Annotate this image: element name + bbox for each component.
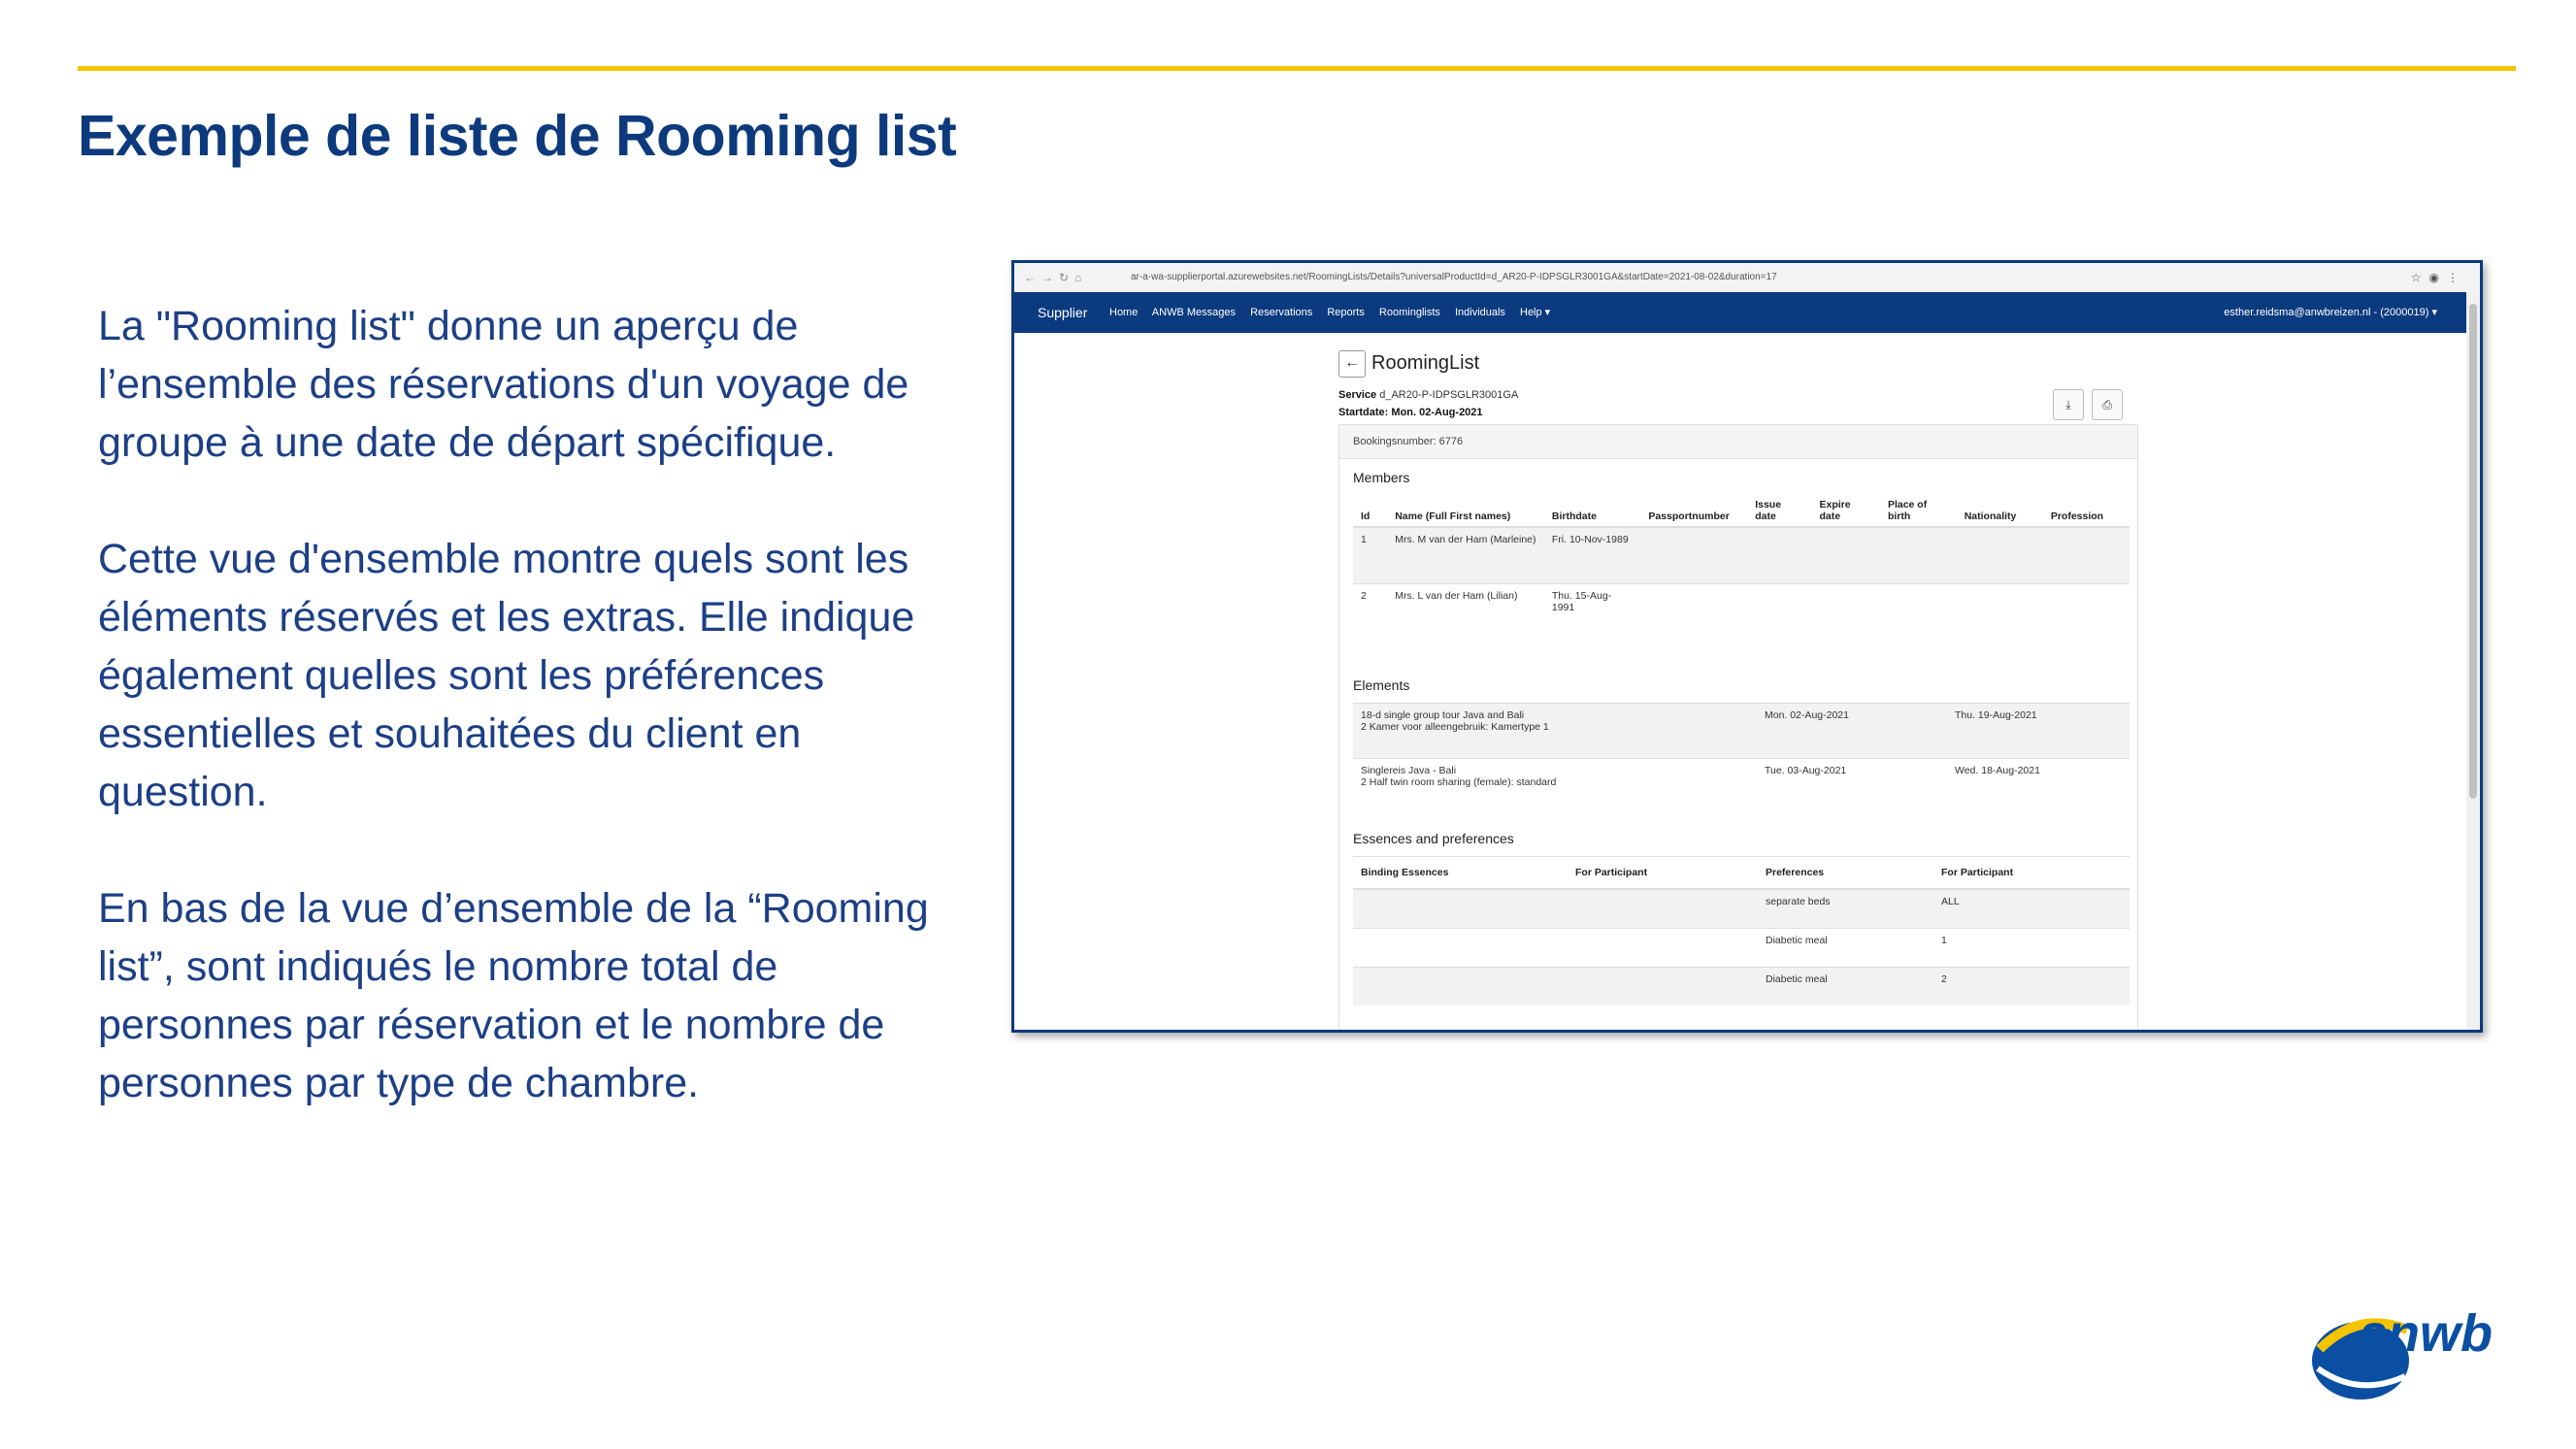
booking-card [1338,424,2138,1033]
browser-nav-icons: ←→↻⌂ [1024,271,1088,284]
table-row [1353,889,2130,929]
paragraph-3: En bas de la vue d’ensemble de la “Rooming list”, sont indiqués le nombre total de personnes par réservation et le nombre de personnes par type de chambre. [98,885,929,1106]
ess-participant [1568,968,1758,1006]
element-start: Tue. 03-Aug-2021 [1757,759,1947,814]
navbar-user: esther.reidsma@anwbreizen.nl - (2000019) ▾ [2224,307,2437,318]
member-profession [2043,584,2130,641]
element-room: 2 Kamer voor alleengebruik: Kamertype 1 [1361,721,1549,733]
element-name: Singlereis Java - Bali [1361,765,1457,776]
startdate-value: Mon. 02-Aug-2021 [1391,407,1483,418]
member-birthdate: Thu. 15-Aug-1991 [1544,584,1640,641]
members-col-birthdate: Birthdate [1544,495,1640,527]
member-name: Mrs. L van der Ham (Lilian) [1387,584,1544,641]
members-col-issue: Issue date [1747,495,1811,527]
member-expire [1812,584,1880,641]
member-expire [1812,527,1880,584]
member-id: 2 [1353,584,1387,641]
element-room: 2 Half twin room sharing (female): standard [1361,776,1557,788]
member-nationality [1957,527,2043,584]
nav-roominglists: Roominglists [1378,307,1440,318]
members-table [1353,495,2130,640]
ess-pref-participant: 1 [1933,929,2130,968]
table-row [1353,584,2130,641]
print-icon: ⎙ [2092,389,2123,420]
member-profession [2043,527,2130,584]
page-scrollbar [2466,292,2480,1030]
ess-binding [1353,889,1568,929]
download-icon: ⤓ [2053,389,2084,420]
ess-participant [1568,929,1758,968]
ess-col-participant: For Participant [1568,857,1758,890]
nav-anwb-messages: ANWB Messages [1151,307,1236,318]
member-nationality [1957,584,2043,641]
nav-help: Help ▾ [1520,307,1551,318]
essences-table [1353,856,2130,1005]
table-row [1353,759,2130,814]
ess-preference: separate beds [1758,889,1933,929]
member-place [1880,584,1957,641]
navbar-brand: Supplier [1038,305,1088,320]
member-passport [1640,527,1747,584]
nav-reservations: Reservations [1250,307,1313,318]
nav-reports: Reports [1327,307,1365,318]
ess-pref-participant: ALL [1933,889,2130,929]
member-place [1880,527,1957,584]
element-description [1353,704,1757,759]
startdate-line [1338,407,1483,418]
rooming-list-screenshot [1011,260,2483,1033]
member-name: Mrs. M van der Ham (Marleine) [1387,527,1544,584]
back-arrow-icon: ← [1338,350,1366,378]
members-heading: Members [1353,470,1410,485]
ess-col-preferences: Preferences [1758,857,1933,890]
member-birthdate: Fri. 10-Nov-1989 [1544,527,1640,584]
bookings-number: Bookingsnumber: 6776 [1339,425,2137,459]
ess-col-pref-participant: For Participant [1933,857,2130,890]
ess-binding [1353,968,1568,1006]
members-col-nationality: Nationality [1957,495,2043,527]
essences-heading: Essences and preferences [1353,831,1514,846]
slide-body [98,297,933,1170]
table-row [1353,929,2130,968]
ess-preference: Diabetic meal [1758,968,1933,1006]
ess-pref-participant: 2 [1933,968,2130,1006]
browser-address-bar [1014,263,2480,293]
navbar-links [1109,292,1562,333]
paragraph-2: Cette vue d'ensemble montre quels sont les éléments réservés et les extras. Elle indique également quelles sont les préférences essentielles et souhaitées du client en question. [98,536,915,815]
members-col-profession: Profession [2043,495,2130,527]
element-end: Wed. 18-Aug-2021 [1947,759,2130,814]
element-start: Mon. 02-Aug-2021 [1757,704,1947,759]
ess-preference: Diabetic meal [1758,929,1933,968]
supplier-navbar [1014,292,2466,333]
table-row [1353,527,2130,584]
element-name: 18-d single group tour Java and Bali [1361,709,1525,721]
element-description [1353,759,1757,814]
element-end: Thu. 19-Aug-2021 [1947,704,2130,759]
scrollbar-thumb [2469,304,2477,799]
elements-table [1353,703,2130,813]
service-value: d_AR20-P-IDPSGLR3001GA [1379,389,1519,401]
member-issue [1747,527,1811,584]
members-col-id: Id [1353,495,1387,527]
member-id: 1 [1353,527,1387,584]
table-row [1353,704,2130,759]
ess-binding [1353,929,1568,968]
table-row [1353,968,2130,1006]
anwb-logo [2300,1291,2533,1407]
nav-home: Home [1109,307,1139,318]
member-passport [1640,584,1747,641]
rooming-list-title: RoomingList [1371,352,1480,374]
logo-text: anwb [2359,1304,2493,1363]
members-col-name: Name (Full First names) [1387,495,1544,527]
browser-url: ar-a-wa-supplierportal.azurewebsites.net/RoomingLists/Details?universalProductId=d_AR20-P-IDPSGLR3001GA&startDate=2021-08-02&duration=17 [1131,272,1777,282]
nav-individuals: Individuals [1454,307,1505,318]
ess-participant [1568,889,1758,929]
browser-toolbar-icons: ☆◉⋮ [2410,271,2466,284]
members-col-place: Place of birth [1880,495,1957,527]
service-label: Service [1338,389,1377,401]
elements-heading: Elements [1353,677,1410,693]
members-col-expire: Expire date [1812,495,1880,527]
member-issue [1747,584,1811,641]
service-line [1338,389,1518,401]
ess-col-binding: Binding Essences [1353,857,1568,890]
top-accent-rule [78,66,2516,71]
startdate-label: Startdate: [1338,407,1389,418]
members-col-passport: Passportnumber [1640,495,1747,527]
slide-title: Exemple de liste de Rooming list [78,104,957,168]
paragraph-1: La "Rooming list" donne un aperçu de l’ensemble des réservations d'un voyage de groupe à une date de départ spécifique. [98,303,909,466]
